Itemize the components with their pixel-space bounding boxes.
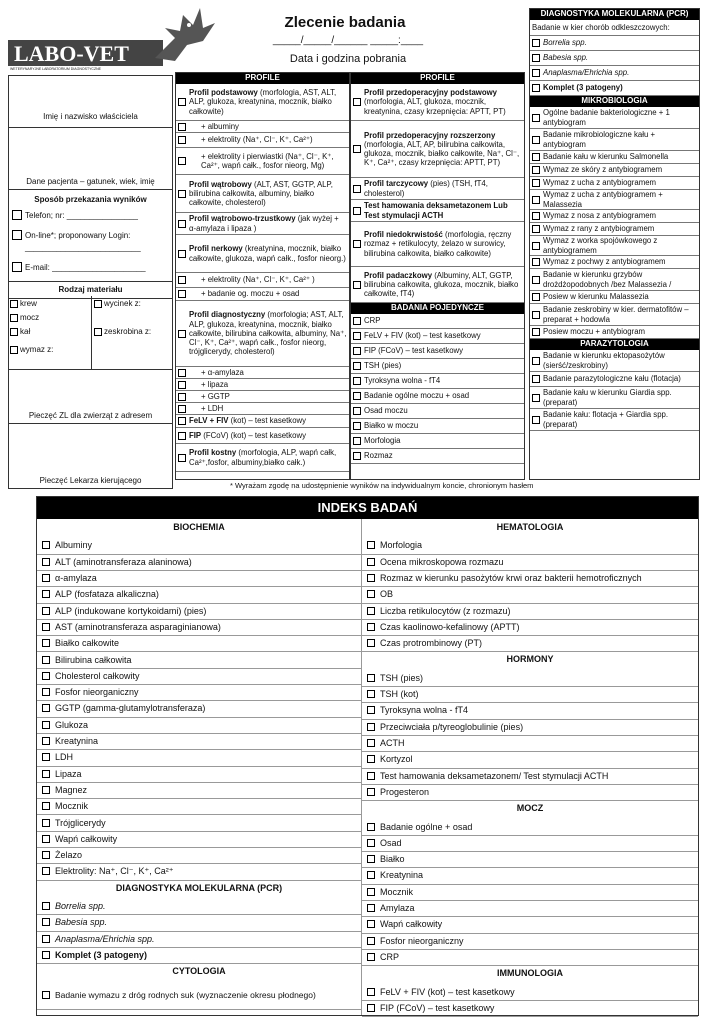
option-item[interactable]: Tyroksyna wolna - fT4 bbox=[351, 374, 524, 389]
profiles-a-list bbox=[176, 84, 349, 472]
login-line[interactable]: __________________________ bbox=[25, 243, 141, 252]
checkbox[interactable] bbox=[367, 839, 375, 847]
checkbox[interactable] bbox=[353, 437, 361, 445]
micro-header: MIKROBIOLOGIA bbox=[530, 96, 699, 107]
option-item[interactable]: Badanie ogólne moczu + osad bbox=[351, 389, 524, 404]
profile-item[interactable]: + lipaza bbox=[176, 379, 349, 391]
index-item[interactable]: TSH (pies) bbox=[362, 670, 698, 686]
checkbox[interactable] bbox=[42, 590, 50, 598]
option-item[interactable]: Badanie kału w kierunku Salmonella bbox=[530, 151, 699, 164]
pcr-header: DIAGNOSTYKA MOLEKULARNA (PCR) bbox=[530, 9, 699, 20]
option-item[interactable]: Posiew moczu + antybiogram bbox=[530, 326, 699, 339]
checkbox[interactable] bbox=[353, 185, 361, 193]
checkbox[interactable] bbox=[532, 276, 540, 284]
checkbox[interactable] bbox=[532, 69, 540, 77]
option-item[interactable]: Wymaz z nosa z antybiogramem bbox=[530, 210, 699, 223]
index-item[interactable]: AST (aminotransferaza asparaginianowa) bbox=[37, 619, 361, 635]
checkbox[interactable] bbox=[353, 281, 361, 289]
checkbox[interactable] bbox=[178, 250, 186, 258]
option-item[interactable]: Borrelia spp. bbox=[530, 36, 699, 51]
profiles-panel-a bbox=[175, 72, 350, 480]
profile-item[interactable]: + albuminy bbox=[176, 121, 349, 133]
option-item[interactable]: Badanie parazytologiczne kału (flotacja) bbox=[530, 372, 699, 387]
profile-item[interactable]: + badanie og. moczu + osad bbox=[176, 288, 349, 301]
index-item[interactable]: Kortyzol bbox=[362, 751, 698, 767]
checkbox[interactable] bbox=[42, 819, 50, 827]
index-item[interactable]: Magnez bbox=[37, 782, 361, 798]
checkbox[interactable] bbox=[367, 723, 375, 731]
index-item[interactable]: FIP (FCoV) – test kasetkowy bbox=[362, 1000, 698, 1016]
profile-item[interactable]: Profil przedoperacyjny podstawowy (morfologia, ALT, glukoza, mocznik, kreatynina, czasy krzepnięcia: APTT, PT) bbox=[351, 84, 524, 121]
index-item[interactable]: Bilirubina całkowita bbox=[37, 651, 361, 667]
index-item[interactable]: Białko bbox=[362, 851, 698, 867]
checkbox[interactable] bbox=[532, 293, 540, 301]
checkbox[interactable] bbox=[532, 54, 540, 62]
index-section-header: CYTOLOGIA bbox=[172, 966, 226, 977]
logo-subtitle: WETERYNARYJNE LABORATORIUM DIAGNOSTYCZNE bbox=[10, 67, 101, 71]
option-item[interactable]: FeLV + FIV (kot) – test kasetkowy bbox=[351, 329, 524, 344]
checkbox[interactable] bbox=[367, 558, 375, 566]
checkbox[interactable] bbox=[353, 317, 361, 325]
stamp-zl-field[interactable] bbox=[9, 370, 172, 424]
patient-label: Dane pacjenta – gatunek, wiek, imię bbox=[26, 177, 155, 186]
checkbox[interactable] bbox=[42, 607, 50, 615]
index-item[interactable]: ALP (indukowane kortykoidami) (pies) bbox=[37, 603, 361, 619]
index-item[interactable]: Badanie ogólne + osad bbox=[362, 818, 698, 834]
checkbox[interactable] bbox=[532, 258, 540, 266]
checkbox[interactable] bbox=[367, 674, 375, 682]
option-item[interactable]: Wymaz z ucha z antybiogramem + Malassezia bbox=[530, 190, 699, 210]
checkbox[interactable] bbox=[353, 407, 361, 415]
checkbox[interactable] bbox=[353, 332, 361, 340]
checkbox[interactable] bbox=[532, 328, 540, 336]
checkbox[interactable] bbox=[178, 220, 186, 228]
checkbox[interactable] bbox=[367, 590, 375, 598]
checkbox[interactable] bbox=[353, 452, 361, 460]
checkbox[interactable] bbox=[178, 330, 186, 338]
page-title: Zlecenie badania bbox=[284, 14, 406, 31]
checkbox[interactable] bbox=[10, 314, 18, 322]
checkbox[interactable] bbox=[532, 196, 540, 204]
checkbox[interactable] bbox=[353, 207, 361, 215]
checkbox[interactable] bbox=[42, 770, 50, 778]
index-item[interactable]: Żelazo bbox=[37, 847, 361, 863]
option-item[interactable]: Posiew w kierunku Malassezia bbox=[530, 291, 699, 304]
option-item[interactable]: Komplet (3 patogeny) bbox=[530, 81, 699, 96]
checkbox[interactable] bbox=[353, 347, 361, 355]
material-mocz[interactable]: mocz bbox=[10, 313, 39, 322]
checkbox[interactable] bbox=[367, 904, 375, 912]
index-item[interactable]: Lipaza bbox=[37, 766, 361, 782]
index-item[interactable]: Czas kaolinowo-kefalinowy (APTT) bbox=[362, 619, 698, 635]
index-item[interactable]: Białko całkowite bbox=[37, 635, 361, 651]
index-item[interactable]: Fosfor nieorganiczny bbox=[37, 684, 361, 700]
para-list bbox=[530, 350, 699, 431]
checkbox[interactable] bbox=[367, 607, 375, 615]
checkbox[interactable] bbox=[42, 541, 50, 549]
checkbox[interactable] bbox=[42, 656, 50, 664]
svg-text:LABO-VET: LABO-VET bbox=[14, 41, 129, 66]
checkbox[interactable] bbox=[532, 179, 540, 187]
profile-item[interactable]: + elektrolity (Na⁺, Cl⁻, K⁺, Ca²⁺) bbox=[176, 133, 349, 148]
checkbox[interactable] bbox=[532, 416, 540, 424]
checkbox[interactable] bbox=[532, 375, 540, 383]
checkbox[interactable] bbox=[367, 772, 375, 780]
index-item[interactable]: Progesteron bbox=[362, 784, 698, 800]
date-field[interactable]: _____/_____/______ _____:____ bbox=[272, 35, 424, 46]
index-item[interactable]: Borrelia spp. bbox=[37, 898, 361, 914]
checkbox[interactable] bbox=[532, 225, 540, 233]
checkbox[interactable] bbox=[42, 802, 50, 810]
option-item[interactable]: FIP (FCoV) – test kasetkowy bbox=[351, 344, 524, 359]
checkbox[interactable] bbox=[532, 394, 540, 402]
checkbox[interactable] bbox=[367, 855, 375, 863]
checkbox[interactable] bbox=[42, 867, 50, 875]
checkbox[interactable] bbox=[42, 672, 50, 680]
index-item[interactable]: Wapń całkowity bbox=[362, 916, 698, 932]
checkbox[interactable] bbox=[532, 136, 540, 144]
checkbox[interactable] bbox=[178, 405, 186, 413]
checkbox[interactable] bbox=[12, 210, 22, 220]
index-item[interactable]: Ocena mikroskopowa rozmazu bbox=[362, 554, 698, 570]
logo bbox=[8, 38, 168, 72]
index-item[interactable]: Trójglicerydy bbox=[37, 814, 361, 830]
index-item[interactable]: Osad bbox=[362, 835, 698, 851]
index-section-header: DIAGNOSTYKA MOLEKULARNA (PCR) bbox=[115, 882, 283, 893]
checkbox[interactable] bbox=[42, 935, 50, 943]
index-title: INDEKS BADAŃ bbox=[37, 497, 698, 519]
index-item[interactable]: α-amylaza bbox=[37, 570, 361, 586]
index-item[interactable]: Glukoza bbox=[37, 717, 361, 733]
checkbox[interactable] bbox=[42, 902, 50, 910]
profile-item[interactable]: Profil przedoperacyjny rozszerzony (morfologia, ALT, AP, bilirubina całkowita, glukoza, mocznik, białko całkowite, Na⁺, Cl⁻, K⁺, Ca²⁺, czasy krzepnięcia: APTT, PT) bbox=[351, 121, 524, 178]
material-section bbox=[9, 282, 172, 370]
profile-item[interactable]: + elektrolity (Na⁺, Cl⁻, K⁺, Ca²⁺ ) bbox=[176, 273, 349, 288]
index-item[interactable]: Mocznik bbox=[362, 884, 698, 900]
checkbox[interactable] bbox=[367, 823, 375, 831]
checkbox[interactable] bbox=[367, 623, 375, 631]
material-wycinek[interactable]: wycinek z: bbox=[94, 299, 141, 308]
checkbox[interactable] bbox=[42, 851, 50, 859]
index-item[interactable]: Cholesterol całkowity bbox=[37, 668, 361, 684]
option-item[interactable]: Badanie w kierunku grzybów drożdżopodobnych /bez Malassezia / bbox=[530, 269, 699, 291]
micro-list bbox=[530, 107, 699, 339]
index-item[interactable]: Albuminy bbox=[37, 537, 361, 553]
index-item[interactable]: Fosfor nieorganiczny bbox=[362, 933, 698, 949]
checkbox[interactable] bbox=[42, 704, 50, 712]
checkbox[interactable] bbox=[178, 417, 186, 425]
checkbox[interactable] bbox=[367, 788, 375, 796]
index-item[interactable]: Czas protrombinowy (PT) bbox=[362, 635, 698, 651]
option-item[interactable]: Badanie w kierunku ektopasożytów (sierść/zeskrobiny) bbox=[530, 350, 699, 372]
checkbox[interactable] bbox=[42, 688, 50, 696]
checkbox[interactable] bbox=[94, 328, 102, 336]
index-item[interactable]: TSH (kot) bbox=[362, 686, 698, 702]
profile-item[interactable]: Profil niedokrwistość (morfologia, ręczny rozmaz + retikulocyty, żelazo w surowicy, bilirubina całkowita, białko całkowite) bbox=[351, 222, 524, 267]
option-item[interactable]: Badanie zeskrobiny w kier. dermatofitów – preparat + hodowla bbox=[530, 304, 699, 326]
option-item[interactable]: Wymaz z worka spojówkowego z antybiogramem bbox=[530, 236, 699, 256]
checkbox[interactable] bbox=[532, 311, 540, 319]
checkbox[interactable] bbox=[367, 541, 375, 549]
checkbox[interactable] bbox=[532, 114, 540, 122]
checkbox[interactable] bbox=[367, 739, 375, 747]
checkbox[interactable] bbox=[353, 422, 361, 430]
option-item[interactable]: Rozmaz bbox=[351, 449, 524, 464]
checkbox[interactable] bbox=[178, 190, 186, 198]
checkbox[interactable] bbox=[42, 951, 50, 959]
checkbox[interactable] bbox=[178, 123, 186, 131]
checkbox[interactable] bbox=[178, 136, 186, 144]
option-item[interactable]: Badanie kału: flotacja + Giardia spp. (preparat) bbox=[530, 409, 699, 431]
checkbox[interactable] bbox=[353, 392, 361, 400]
results-title: Sposób przekazania wyników bbox=[34, 195, 147, 204]
index-section-header: BIOCHEMIA bbox=[173, 522, 225, 532]
checkbox[interactable] bbox=[12, 230, 22, 240]
option-item[interactable]: TSH (pies) bbox=[351, 359, 524, 374]
checkbox[interactable] bbox=[10, 328, 18, 336]
checkbox[interactable] bbox=[532, 153, 540, 161]
index-item[interactable]: ALP (fosfataza alkaliczna) bbox=[37, 586, 361, 602]
profile-item[interactable]: Profil tarczycowy (pies) (TSH, fT4, cholesterol) bbox=[351, 178, 524, 200]
option-item[interactable]: Badanie mikrobiologiczne kału + antybiogram bbox=[530, 129, 699, 151]
checkbox[interactable] bbox=[178, 381, 186, 389]
checkbox[interactable] bbox=[10, 346, 18, 354]
material-krew[interactable]: krew bbox=[10, 299, 37, 308]
index-section-header: HORMONY bbox=[506, 654, 554, 665]
singles-header: BADANIA POJEDYNCZE bbox=[351, 303, 524, 314]
index-item[interactable]: Kreatynina bbox=[37, 733, 361, 749]
checkbox[interactable] bbox=[367, 953, 375, 961]
checkbox[interactable] bbox=[367, 920, 375, 928]
option-item[interactable]: Wymaz z pochwy z antybiogramem bbox=[530, 256, 699, 269]
checkbox[interactable] bbox=[42, 558, 50, 566]
patient-field[interactable] bbox=[9, 128, 172, 190]
index-item[interactable]: Amylaza bbox=[362, 900, 698, 916]
profile-item[interactable]: Profil diagnostyczny (morfologia; AST, ALT, ALP, glukoza, kreatynina, mocznik, białko całkowite, bilirubina całkowita, albuminy, Na⁺, Cl⁻, K⁺, Ca²⁺, wapń całk., fosfor nieorg, trójglicerydy, cholesterol) bbox=[176, 301, 349, 367]
checkbox[interactable] bbox=[353, 362, 361, 370]
index-item[interactable]: Test hamowania deksametazonem/ Test stymulacji ACTH bbox=[362, 768, 698, 784]
checkbox[interactable] bbox=[353, 240, 361, 248]
index-item[interactable]: Mocznik bbox=[37, 798, 361, 814]
index-item[interactable]: GGTP (gamma-glutamylotransferaza) bbox=[37, 700, 361, 716]
checkbox[interactable] bbox=[367, 937, 375, 945]
checkbox[interactable] bbox=[10, 300, 18, 308]
profile-item[interactable]: Profil padaczkowy (Albuminy, ALT, GGTP, bilirubina całkowita, glukoza, mocznik, białko całkowite, fT4) bbox=[351, 267, 524, 303]
option-item[interactable]: Morfologia bbox=[351, 434, 524, 449]
checkbox[interactable] bbox=[178, 290, 186, 298]
profile-item[interactable]: + GGTP bbox=[176, 391, 349, 403]
checkbox[interactable] bbox=[42, 918, 50, 926]
profiles-b-header: PROFILE bbox=[351, 73, 524, 84]
option-item[interactable]: CRP bbox=[351, 314, 524, 329]
checkbox[interactable] bbox=[367, 574, 375, 582]
checkbox[interactable] bbox=[367, 639, 375, 647]
results-online[interactable]: On-line*; proponowany Login: bbox=[12, 230, 130, 240]
checkbox[interactable] bbox=[367, 706, 375, 714]
option-item[interactable]: Badanie kału w kierunku Giardia spp. (preparat) bbox=[530, 387, 699, 409]
checkbox[interactable] bbox=[367, 690, 375, 698]
checkbox[interactable] bbox=[42, 574, 50, 582]
checkbox[interactable] bbox=[178, 369, 186, 377]
checkbox[interactable] bbox=[353, 98, 361, 106]
material-title: Rodzaj materiału bbox=[9, 285, 172, 299]
checkbox[interactable] bbox=[178, 157, 186, 165]
checkbox[interactable] bbox=[532, 84, 540, 92]
profile-item[interactable]: Test hamowania deksametazonem Lub Test stymulacji ACTH bbox=[351, 200, 524, 222]
checkbox[interactable] bbox=[367, 1004, 375, 1012]
index-item[interactable]: ACTH bbox=[362, 735, 698, 751]
profile-item[interactable]: Profil kostny (morfologia, ALP, wapń całk, Ca²⁺,fosfor, albuminy,białko całk.) bbox=[176, 444, 349, 472]
index-section-header: HEMATOLOGIA bbox=[496, 522, 564, 532]
profiles-b-list bbox=[351, 84, 524, 303]
left-panel bbox=[8, 75, 173, 489]
index-item[interactable]: Kreatynina bbox=[362, 867, 698, 883]
option-item[interactable]: Wymaz z ucha z antybiogramem bbox=[530, 177, 699, 190]
index-section bbox=[36, 496, 699, 1016]
index-section-header: IMMUNOLOGIA bbox=[497, 968, 563, 979]
index-item[interactable]: OB bbox=[362, 586, 698, 602]
option-item[interactable]: Białko w moczu bbox=[351, 419, 524, 434]
checkbox[interactable] bbox=[42, 835, 50, 843]
checkbox[interactable] bbox=[178, 98, 186, 106]
index-item[interactable]: Rozmaz w kierunku pasożytów krwi oraz bakterii hemotroficznych bbox=[362, 570, 698, 586]
index-item[interactable]: Badanie wymazu z dróg rodnych suk (wyznaczenie okresu płodnego) bbox=[37, 981, 361, 1009]
option-item[interactable]: Ogólne badanie bakteriologiczne + 1 antybiogram bbox=[530, 107, 699, 129]
index-item[interactable]: Morfologia bbox=[362, 537, 698, 553]
profile-item[interactable]: Profil nerkowy (kreatynina, mocznik, białko całkowite, glukoza, wapń całk., fosfor nieorg.) bbox=[176, 235, 349, 273]
stamp-zl-label: Pieczęć ZL dla zwierząt z adresem bbox=[28, 411, 153, 420]
material-zeskrobina[interactable]: zeskrobina z: bbox=[94, 327, 151, 336]
checkbox[interactable] bbox=[42, 623, 50, 631]
checkbox[interactable] bbox=[42, 786, 50, 794]
index-item[interactable]: Liczba retikulocytów (z rozmazu) bbox=[362, 603, 698, 619]
results-section bbox=[9, 190, 172, 282]
checkbox[interactable] bbox=[353, 377, 361, 385]
results-phone[interactable]: Telefon; nr: ________________ bbox=[12, 210, 138, 220]
profiles-a-header: PROFILE bbox=[176, 73, 349, 84]
checkbox[interactable] bbox=[532, 212, 540, 220]
stamp-doctor-label: Pieczęć Lekarza kierującego bbox=[39, 476, 142, 485]
index-item[interactable]: Komplet (3 patogeny) bbox=[37, 947, 361, 963]
index-item[interactable]: Babesia spp. bbox=[37, 914, 361, 930]
profile-item[interactable]: Profil wątrobowo-trzustkowy (jak wyżej + α-amylaza i lipaza ) bbox=[176, 213, 349, 235]
checkbox[interactable] bbox=[178, 276, 186, 284]
profile-item[interactable]: + α-amylaza bbox=[176, 367, 349, 379]
index-left-column bbox=[37, 519, 362, 1015]
checkbox[interactable] bbox=[42, 639, 50, 647]
pcr-list bbox=[530, 36, 699, 96]
index-section-header: MOCZ bbox=[516, 803, 544, 814]
checkbox[interactable] bbox=[42, 721, 50, 729]
checkbox[interactable] bbox=[42, 753, 50, 761]
index-item[interactable]: LDH bbox=[37, 749, 361, 765]
index-item[interactable]: CRP bbox=[362, 949, 698, 965]
checkbox[interactable] bbox=[178, 454, 186, 462]
index-item[interactable]: FeLV + FIV (kot) – test kasetkowy bbox=[362, 983, 698, 999]
checkbox[interactable] bbox=[367, 988, 375, 996]
index-item[interactable]: Anaplasma/Ehrichia spp. bbox=[37, 931, 361, 947]
checkbox[interactable] bbox=[367, 888, 375, 896]
right-panel bbox=[529, 8, 700, 480]
profile-item[interactable]: FeLV + FIV (kot) – test kasetkowy bbox=[176, 415, 349, 428]
checkbox[interactable] bbox=[532, 242, 540, 250]
checkbox[interactable] bbox=[532, 357, 540, 365]
profile-item[interactable]: FIP (FCoV) (kot) – test kasetkowy bbox=[176, 428, 349, 444]
checkbox[interactable] bbox=[94, 300, 102, 308]
singles-list bbox=[351, 314, 524, 464]
checkbox[interactable] bbox=[42, 991, 50, 999]
checkbox[interactable] bbox=[178, 393, 186, 401]
profile-item[interactable]: Profil podstawowy (morfologia, AST, ALT, ALP, glukoza, kreatynina, mocznik, białko całkowite) bbox=[176, 84, 349, 121]
pcr-intro: Badanie w kier chorób odkleszczowych: bbox=[530, 20, 699, 36]
option-item[interactable]: Wymaz z rany z antybiogramem bbox=[530, 223, 699, 236]
index-right-column bbox=[362, 519, 698, 1015]
option-item[interactable]: Osad moczu bbox=[351, 404, 524, 419]
checkbox[interactable] bbox=[532, 166, 540, 174]
para-header: PARAZYTOLOGIA bbox=[530, 339, 699, 350]
index-item[interactable]: Tyroksyna wolna - fT4 bbox=[362, 702, 698, 718]
index-item[interactable]: ALT (aminotransferaza alaninowa) bbox=[37, 554, 361, 570]
profiles-panel-b bbox=[350, 72, 525, 480]
profile-item[interactable]: + elektrolity i pierwiastki (Na⁺, Cl⁻, K⁺, Ca²⁺, wapń całk., fosfor nieorg, Mg) bbox=[176, 148, 349, 175]
eagle-icon bbox=[145, 3, 217, 63]
consent-note: * Wyrażam zgodę na udostępnienie wyników na indywidualnym koncie, chronionym hasłem bbox=[230, 481, 534, 490]
owner-label: Imię i nazwisko właściciela bbox=[43, 112, 138, 121]
index-item[interactable]: Elektrolity: Na⁺, Cl⁻, K⁺, Ca²⁺ bbox=[37, 863, 361, 879]
results-email[interactable]: E-mail: _____________________ bbox=[12, 262, 146, 272]
checkbox[interactable] bbox=[178, 432, 186, 440]
checkbox[interactable] bbox=[367, 755, 375, 763]
profile-item[interactable]: Profil wątrobowy (ALT, AST, GGTP, ALP, bilirubina całkowita, albuminy, białko całkowite, cholesterol) bbox=[176, 175, 349, 213]
material-wymaz[interactable]: wymaz z: bbox=[10, 345, 53, 354]
checkbox[interactable] bbox=[12, 262, 22, 272]
owner-field[interactable] bbox=[9, 76, 172, 128]
option-item[interactable]: Babesia spp. bbox=[530, 51, 699, 66]
option-item[interactable]: Wymaz ze skóry z antybiogramem bbox=[530, 164, 699, 177]
date-label: Data i godzina pobrania bbox=[289, 53, 407, 65]
profile-item[interactable]: + LDH bbox=[176, 403, 349, 415]
index-item[interactable]: Wapń całkowity bbox=[37, 831, 361, 847]
option-item[interactable]: Anaplasma/Ehrichia spp. bbox=[530, 66, 699, 81]
checkbox[interactable] bbox=[532, 39, 540, 47]
checkbox[interactable] bbox=[367, 871, 375, 879]
index-item[interactable]: Przeciwciała p/tyreoglobulinie (pies) bbox=[362, 719, 698, 735]
checkbox[interactable] bbox=[42, 737, 50, 745]
checkbox[interactable] bbox=[353, 145, 361, 153]
material-kal[interactable]: kał bbox=[10, 327, 30, 336]
stamp-doctor-field[interactable] bbox=[9, 424, 172, 488]
